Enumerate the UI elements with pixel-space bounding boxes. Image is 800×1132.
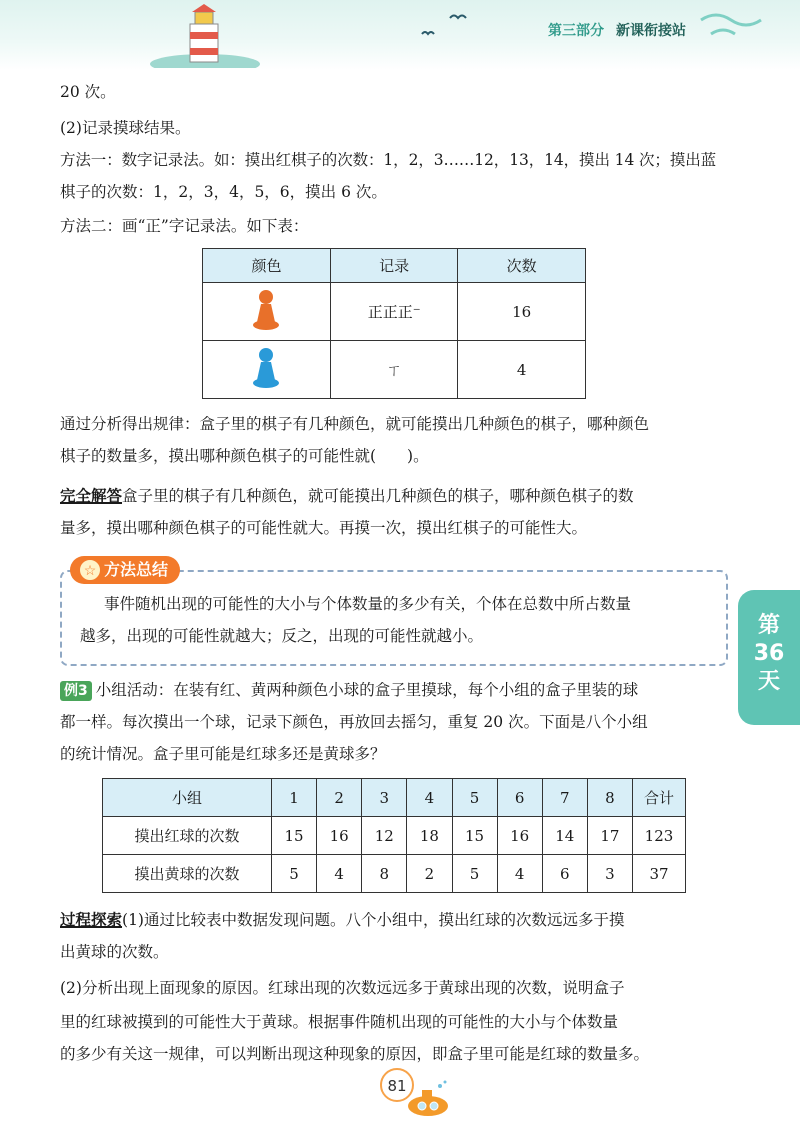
group-table — [102, 778, 686, 893]
cell-total: 37 — [633, 855, 686, 893]
row-label: 摸出黄球的次数 — [103, 855, 272, 893]
group-header-3: 3 — [362, 779, 407, 817]
table-row — [103, 855, 686, 893]
group-header-2: 2 — [317, 779, 362, 817]
star-icon: ☆ — [78, 558, 102, 582]
side-tab-number: 36 — [753, 641, 785, 666]
answer-text-1: 盒子里的棋子有几种颜色，就可能摸出几种颜色的棋子，哪种颜色棋子的数 — [122, 487, 634, 505]
answer-label: 完全解答 — [60, 487, 123, 505]
count-cell: 16 — [458, 283, 586, 341]
text-line-3: 方法一：数字记录法。如：摸出红棋子的次数：1，2，3……12，13，14，摸出 14 次；摸出蓝 — [60, 151, 717, 169]
submarine-icon — [400, 1080, 452, 1120]
group-header-4: 4 — [407, 779, 452, 817]
example-line-1 — [60, 674, 725, 706]
text-line-1: 20 次。 — [60, 83, 116, 101]
text-line-4: 棋子的次数：1，2，3，4，5，6，摸出 6 次。 — [60, 183, 387, 201]
summary-badge: 方法总结 — [70, 556, 180, 584]
cell: 12 — [362, 817, 407, 855]
group-header-label: 小组 — [103, 779, 272, 817]
page-header — [0, 0, 800, 70]
example-badge: 例3 — [60, 681, 92, 701]
red-chess-piece-icon — [251, 288, 281, 332]
side-tab-top: 第 — [757, 613, 780, 638]
record-table — [202, 248, 586, 399]
summary-line-1: 事件随机出现的可能性的大小与个体数量的多少有关，个体在总数中所占数量 — [104, 595, 632, 613]
table-row — [203, 283, 586, 341]
cell: 5 — [452, 855, 497, 893]
process-line-3: (2)分析出现上面现象的原因。红球出现的次数远远多于黄球出现的次数，说明盒子 — [60, 979, 625, 997]
cell: 5 — [272, 855, 317, 893]
blue-chess-piece-icon — [251, 346, 281, 390]
group-header-7: 7 — [542, 779, 587, 817]
header-name: 新课衔接站 — [616, 23, 686, 39]
answer-line-1 — [60, 480, 725, 512]
record-cell: 正正正⁻ — [330, 283, 457, 341]
example-line-2: 都一样。每次摸出一个球，记录下颜色，再放回去摇匀，重复 20 次。下面是八个小组 — [60, 713, 648, 731]
group-header-5: 5 — [452, 779, 497, 817]
table-row — [103, 817, 686, 855]
row-label: 摸出红球的次数 — [103, 817, 272, 855]
blue-piece-cell — [203, 341, 331, 399]
cell-total: 123 — [633, 817, 686, 855]
record-header-count: 次数 — [458, 249, 586, 283]
answer-line-2: 量多，摸出哪种颜色棋子的可能性就大。再摸一次，摸出红棋子的可能性大。 — [60, 519, 588, 537]
cell: 2 — [407, 855, 452, 893]
day-side-tab — [738, 590, 800, 725]
group-header-total: 合计 — [633, 779, 686, 817]
cell: 3 — [587, 855, 632, 893]
process-line-5: 的多少有关这一规律，可以判断出现这种现象的原因，即盒子里可能是红球的数量多。 — [60, 1045, 650, 1063]
cell: 16 — [497, 817, 542, 855]
record-cell: ㄒ — [330, 341, 457, 399]
cell: 18 — [407, 817, 452, 855]
text-line-2: (2)记录摸球结果。 — [60, 119, 191, 137]
group-header-1: 1 — [272, 779, 317, 817]
cell: 16 — [317, 817, 362, 855]
process-text-1: (1)通过比较表中数据发现问题。八个小组中，摸出红球的次数远远多于摸 — [122, 911, 625, 929]
group-header-6: 6 — [497, 779, 542, 817]
group-header-8: 8 — [587, 779, 632, 817]
rule-line-2: 棋子的数量多，摸出哪种颜色棋子的可能性就( )。 — [60, 447, 429, 465]
example-line-3: 的统计情况。盒子里可能是红球多还是黄球多？ — [60, 745, 386, 763]
process-label: 过程探索 — [60, 911, 123, 929]
lighthouse-icon — [150, 4, 260, 68]
count-cell: 4 — [458, 341, 586, 399]
summary-line-2: 越多，出现的可能性就越大；反之，出现的可能性就越小。 — [80, 627, 484, 645]
cell: 14 — [542, 817, 587, 855]
cell: 8 — [362, 855, 407, 893]
cell: 4 — [317, 855, 362, 893]
record-header-record: 记录 — [330, 249, 457, 283]
page-number: 81 — [380, 1068, 414, 1102]
header-title — [548, 20, 686, 40]
cell: 6 — [542, 855, 587, 893]
table-row — [203, 341, 586, 399]
side-tab-bottom: 天 — [757, 669, 780, 694]
example-text-1: 小组活动：在装有红、黄两种颜色小球的盒子里摸球，每个小组的盒子里装的球 — [95, 681, 639, 699]
cell: 17 — [587, 817, 632, 855]
header-section: 第三部分 — [548, 23, 604, 39]
cell: 4 — [497, 855, 542, 893]
process-line-2: 出黄球的次数。 — [60, 943, 169, 961]
record-header-color: 颜色 — [203, 249, 331, 283]
wave-decoration-icon — [696, 8, 766, 48]
text-line-5: 方法二：画“正”字记录法。如下表： — [60, 217, 309, 235]
cell: 15 — [272, 817, 317, 855]
process-line-1 — [60, 904, 725, 936]
rule-line-1: 通过分析得出规律：盒子里的棋子有几种颜色，就可能摸出几种颜色的棋子，哪种颜色 — [60, 415, 650, 433]
seagull-icon — [420, 10, 470, 40]
cell: 15 — [452, 817, 497, 855]
process-line-4: 里的红球被摸到的可能性大于黄球。根据事件随机出现的可能性的大小与个体数量 — [60, 1013, 619, 1031]
red-piece-cell — [203, 283, 331, 341]
